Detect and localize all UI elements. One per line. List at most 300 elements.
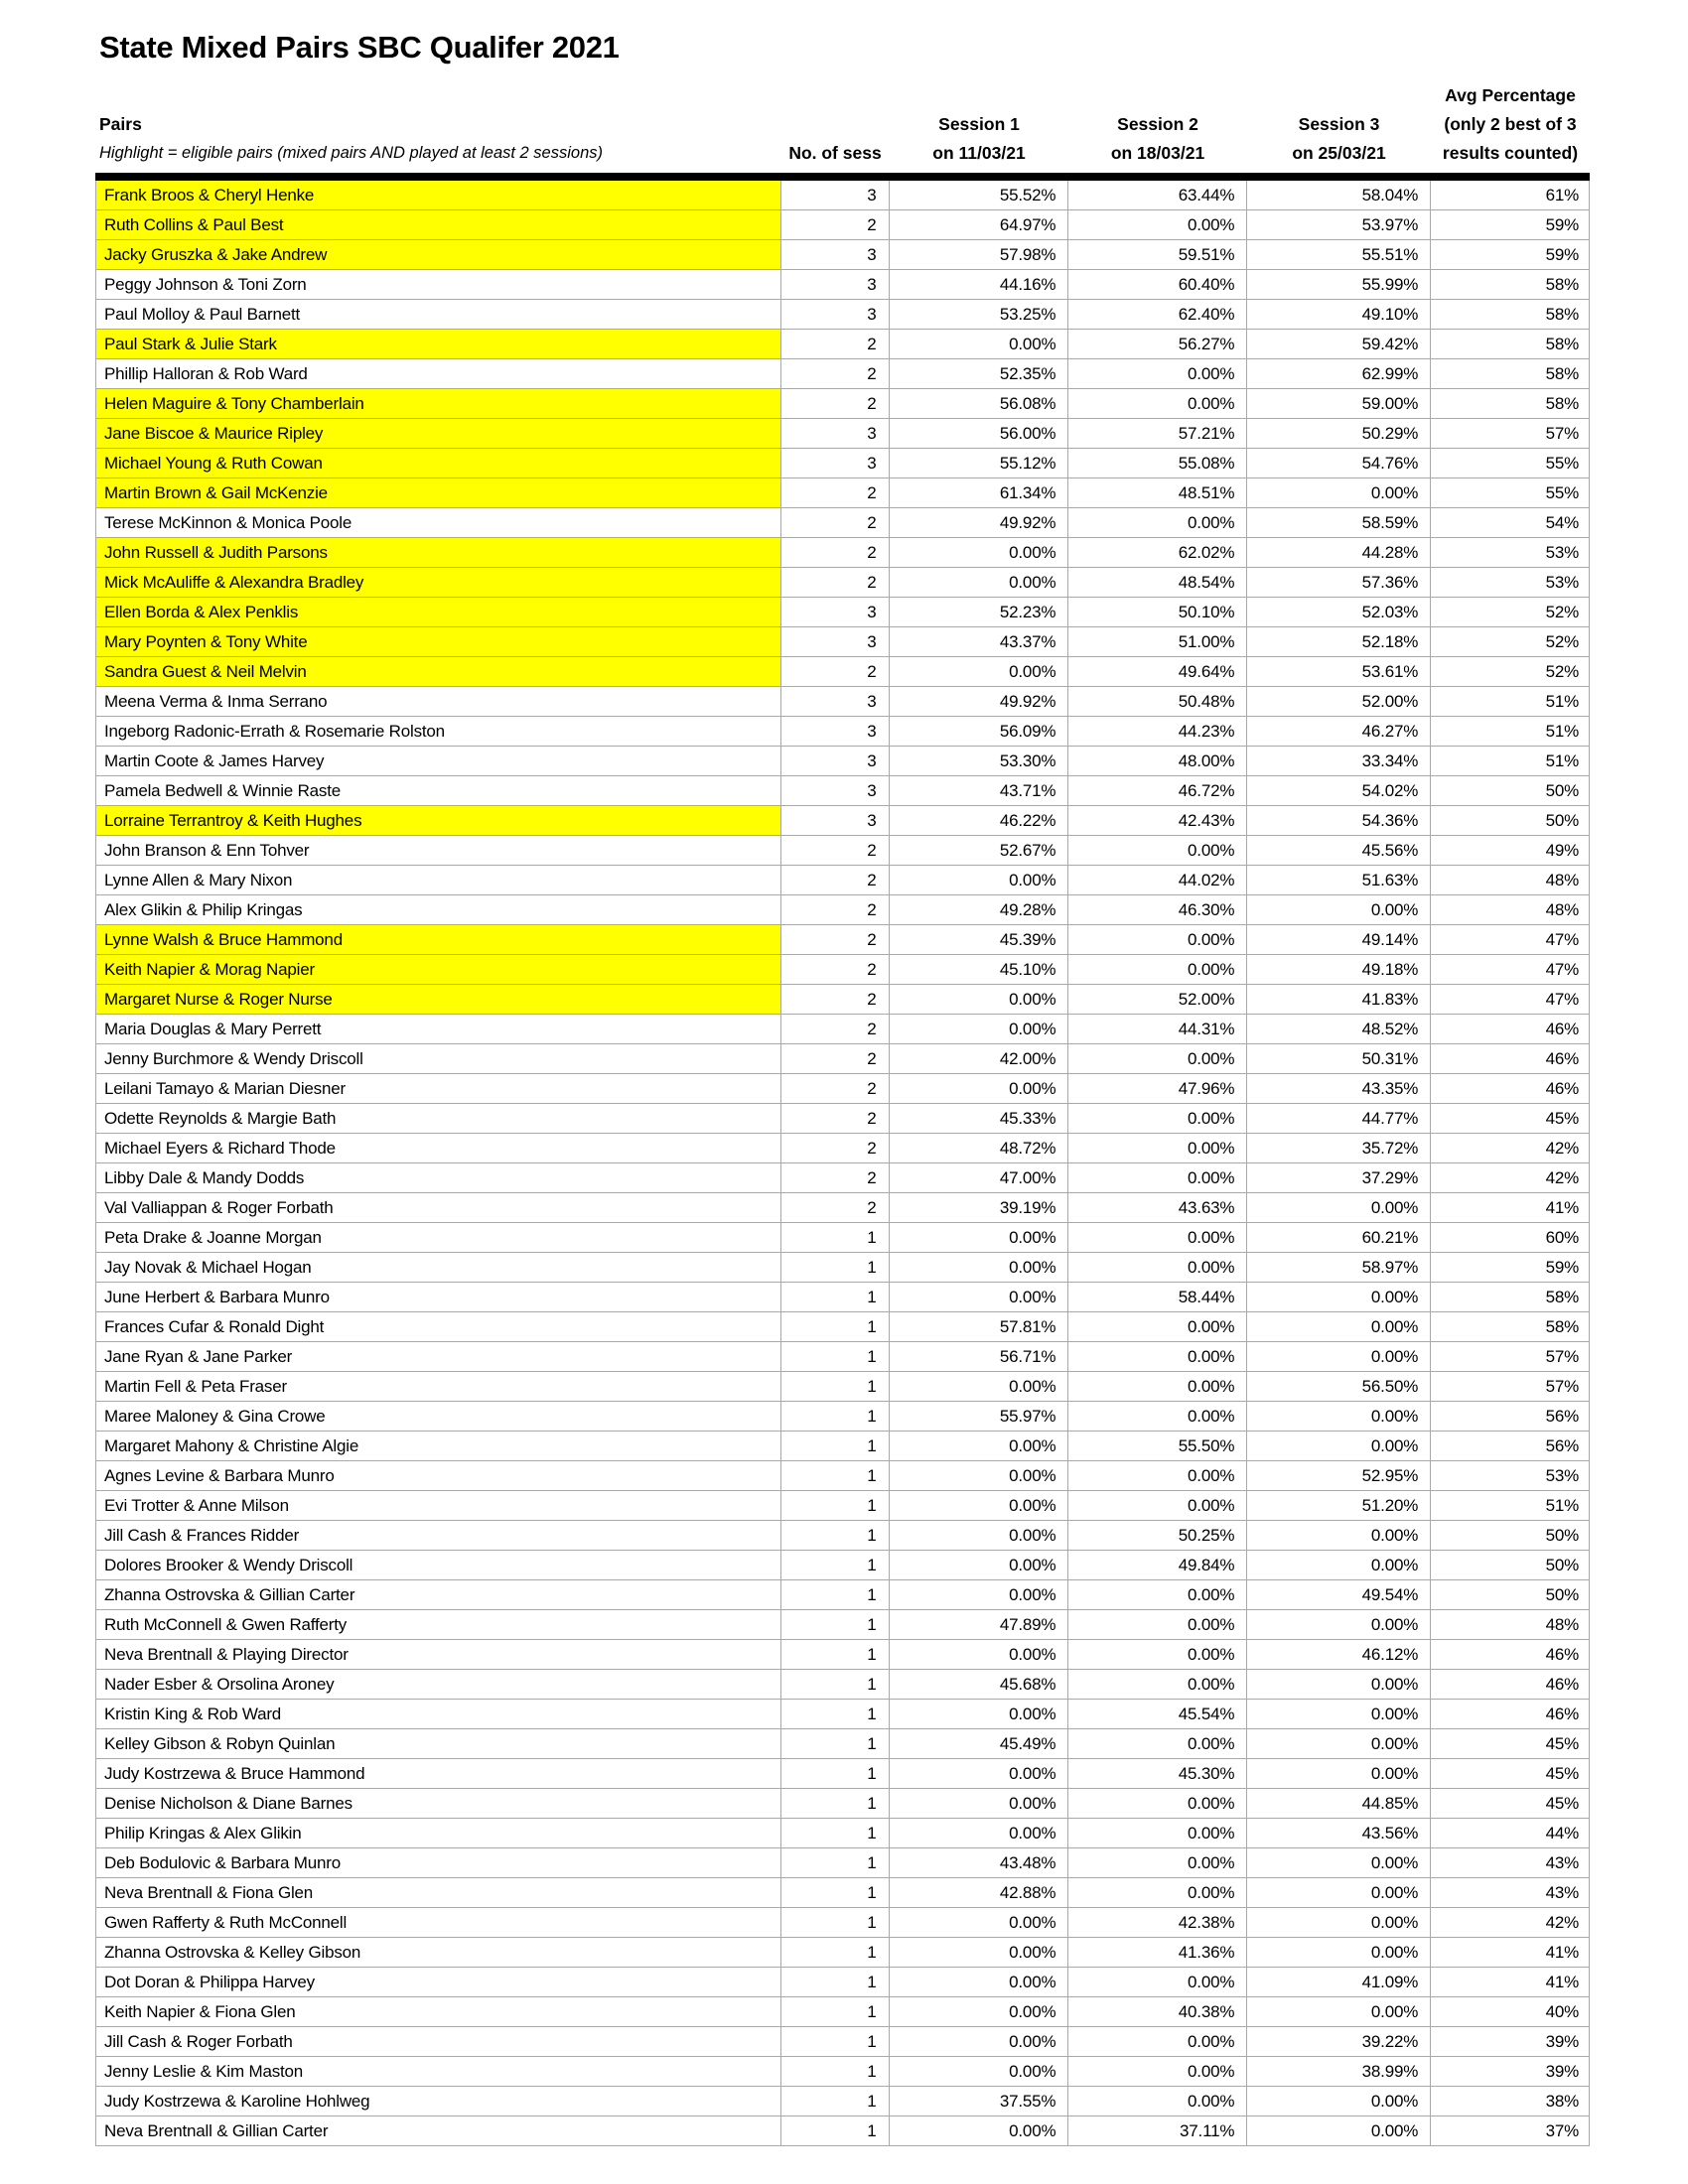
table-row <box>96 1044 1590 1074</box>
average-percentage-cell: 45% <box>1431 1729 1590 1758</box>
pair-name-cell: Val Valliappan & Roger Forbath <box>96 1193 781 1222</box>
session3-score-cell: 0.00% <box>1247 2087 1431 2116</box>
pair-name-cell: Phillip Halloran & Rob Ward <box>96 359 781 388</box>
session1-score-cell: 56.71% <box>890 1342 1068 1371</box>
session1-score-cell: 0.00% <box>890 2116 1068 2145</box>
table-row <box>96 1819 1590 1848</box>
average-percentage-cell: 38% <box>1431 2087 1590 2116</box>
average-percentage-cell: 55% <box>1431 449 1590 478</box>
pair-name-cell: Philip Kringas & Alex Glikin <box>96 1819 781 1847</box>
session2-score-cell: 48.51% <box>1068 478 1247 507</box>
pair-name-cell: Jay Novak & Michael Hogan <box>96 1253 781 1282</box>
session2-score-cell: 0.00% <box>1068 1402 1247 1431</box>
session1-score-cell: 37.55% <box>890 2087 1068 2116</box>
column-header-pairs <box>95 110 780 168</box>
session3-score-cell: 59.42% <box>1247 330 1431 358</box>
pair-name-cell: Peggy Johnson & Toni Zorn <box>96 270 781 299</box>
average-percentage-cell: 58% <box>1431 270 1590 299</box>
session2-score-cell: 59.51% <box>1068 240 1247 269</box>
session3-score-cell: 39.22% <box>1247 2027 1431 2056</box>
session2-score-cell: 56.27% <box>1068 330 1247 358</box>
session2-title: Session 2 <box>1117 114 1198 134</box>
average-percentage-cell: 60% <box>1431 1223 1590 1252</box>
session3-score-cell: 59.00% <box>1247 389 1431 418</box>
session1-score-cell: 49.28% <box>890 895 1068 924</box>
session3-score-cell: 53.97% <box>1247 210 1431 239</box>
session3-score-cell: 0.00% <box>1247 2116 1431 2145</box>
average-percentage-cell: 58% <box>1431 300 1590 329</box>
sessions-count-cell: 2 <box>781 836 891 865</box>
session1-score-cell: 0.00% <box>890 1700 1068 1728</box>
pairs-highlight-note: Highlight = eligible pairs (mixed pairs AND played at least 2 sessions) <box>99 144 603 162</box>
session1-score-cell: 0.00% <box>890 1551 1068 1579</box>
session3-score-cell: 52.95% <box>1247 1461 1431 1490</box>
session1-title: Session 1 <box>938 114 1020 134</box>
sessions-count-cell: 3 <box>781 717 891 746</box>
session1-score-cell: 48.72% <box>890 1134 1068 1162</box>
session2-score-cell: 0.00% <box>1068 1223 1247 1252</box>
table-row <box>96 1729 1590 1759</box>
pair-name-cell: Ruth Collins & Paul Best <box>96 210 781 239</box>
session2-score-cell: 0.00% <box>1068 1878 1247 1907</box>
session1-score-cell: 0.00% <box>890 1491 1068 1520</box>
session2-score-cell: 62.02% <box>1068 538 1247 567</box>
session3-score-cell: 0.00% <box>1247 1312 1431 1341</box>
average-percentage-cell: 57% <box>1431 1372 1590 1401</box>
sessions-count-cell: 1 <box>781 1729 891 1758</box>
pair-name-cell: Jill Cash & Roger Forbath <box>96 2027 781 2056</box>
average-percentage-cell: 52% <box>1431 627 1590 656</box>
average-percentage-cell: 43% <box>1431 1878 1590 1907</box>
session1-score-cell: 0.00% <box>890 985 1068 1014</box>
pair-name-cell: Peta Drake & Joanne Morgan <box>96 1223 781 1252</box>
pair-name-cell: Frances Cufar & Ronald Dight <box>96 1312 781 1341</box>
session3-score-cell: 54.02% <box>1247 776 1431 805</box>
session3-score-cell: 60.21% <box>1247 1223 1431 1252</box>
session3-score-cell: 55.51% <box>1247 240 1431 269</box>
average-percentage-cell: 48% <box>1431 1610 1590 1639</box>
average-percentage-cell: 61% <box>1431 181 1590 209</box>
session2-score-cell: 0.00% <box>1068 1104 1247 1133</box>
sessions-count-cell: 3 <box>781 240 891 269</box>
average-percentage-cell: 52% <box>1431 657 1590 686</box>
table-row <box>96 478 1590 508</box>
pair-name-cell: Lynne Walsh & Bruce Hammond <box>96 925 781 954</box>
pair-name-cell: Margaret Mahony & Christine Algie <box>96 1432 781 1460</box>
session1-score-cell: 0.00% <box>890 1461 1068 1490</box>
sessions-header-label: No. of sess <box>788 143 882 163</box>
session3-title: Session 3 <box>1298 114 1380 134</box>
session1-score-cell: 46.22% <box>890 806 1068 835</box>
sessions-count-cell: 1 <box>781 2087 891 2116</box>
table-row <box>96 419 1590 449</box>
sessions-count-cell: 2 <box>781 1074 891 1103</box>
average-percentage-cell: 39% <box>1431 2057 1590 2086</box>
session3-score-cell: 50.31% <box>1247 1044 1431 1073</box>
session3-score-cell: 41.83% <box>1247 985 1431 1014</box>
session2-score-cell: 47.96% <box>1068 1074 1247 1103</box>
session1-score-cell: 55.97% <box>890 1402 1068 1431</box>
average-percentage-cell: 48% <box>1431 866 1590 894</box>
pair-name-cell: Jane Ryan & Jane Parker <box>96 1342 781 1371</box>
session2-score-cell: 0.00% <box>1068 925 1247 954</box>
session2-score-cell: 50.25% <box>1068 1521 1247 1550</box>
session1-score-cell: 0.00% <box>890 568 1068 597</box>
session3-score-cell: 58.97% <box>1247 1253 1431 1282</box>
session2-score-cell: 0.00% <box>1068 1670 1247 1699</box>
session3-score-cell: 46.27% <box>1247 717 1431 746</box>
session3-score-cell: 44.28% <box>1247 538 1431 567</box>
session1-score-cell: 0.00% <box>890 1223 1068 1252</box>
session1-score-cell: 0.00% <box>890 1908 1068 1937</box>
table-row <box>96 776 1590 806</box>
sessions-count-cell: 2 <box>781 330 891 358</box>
session2-score-cell: 0.00% <box>1068 1372 1247 1401</box>
column-header-session3 <box>1247 110 1431 168</box>
pairs-header-label: Pairs <box>99 114 142 134</box>
session1-score-cell: 0.00% <box>890 657 1068 686</box>
average-percentage-cell: 58% <box>1431 330 1590 358</box>
pair-name-cell: Frank Broos & Cheryl Henke <box>96 181 781 209</box>
pair-name-cell: John Russell & Judith Parsons <box>96 538 781 567</box>
average-percentage-cell: 46% <box>1431 1670 1590 1699</box>
table-row <box>96 955 1590 985</box>
session3-score-cell: 0.00% <box>1247 895 1431 924</box>
average-percentage-cell: 50% <box>1431 776 1590 805</box>
table-row <box>96 1640 1590 1670</box>
pair-name-cell: Martin Fell & Peta Fraser <box>96 1372 781 1401</box>
session2-score-cell: 42.38% <box>1068 1908 1247 1937</box>
table-row <box>96 240 1590 270</box>
sessions-count-cell: 3 <box>781 270 891 299</box>
table-row <box>96 1789 1590 1819</box>
session1-score-cell: 0.00% <box>890 1074 1068 1103</box>
session1-date: on 11/03/21 <box>932 143 1026 163</box>
session2-score-cell: 49.64% <box>1068 657 1247 686</box>
sessions-count-cell: 1 <box>781 1372 891 1401</box>
session3-score-cell: 48.52% <box>1247 1015 1431 1043</box>
sessions-count-cell: 1 <box>781 1402 891 1431</box>
session1-score-cell: 0.00% <box>890 1580 1068 1609</box>
session3-score-cell: 0.00% <box>1247 1610 1431 1639</box>
pair-name-cell: Deb Bodulovic & Barbara Munro <box>96 1848 781 1877</box>
average-percentage-cell: 57% <box>1431 419 1590 448</box>
average-percentage-cell: 41% <box>1431 1938 1590 1967</box>
average-percentage-cell: 44% <box>1431 1819 1590 1847</box>
session3-score-cell: 49.18% <box>1247 955 1431 984</box>
session1-score-cell: 47.00% <box>890 1163 1068 1192</box>
session2-score-cell: 0.00% <box>1068 2087 1247 2116</box>
session1-score-cell: 52.23% <box>890 598 1068 626</box>
session2-score-cell: 52.00% <box>1068 985 1247 1014</box>
session3-score-cell: 50.29% <box>1247 419 1431 448</box>
session1-score-cell: 52.67% <box>890 836 1068 865</box>
table-row <box>96 1283 1590 1312</box>
sessions-count-cell: 2 <box>781 895 891 924</box>
pair-name-cell: Margaret Nurse & Roger Nurse <box>96 985 781 1014</box>
table-header <box>95 81 1590 173</box>
session1-score-cell: 64.97% <box>890 210 1068 239</box>
column-header-sessions <box>780 139 890 168</box>
average-percentage-cell: 39% <box>1431 2027 1590 2056</box>
session3-score-cell: 0.00% <box>1247 1700 1431 1728</box>
session2-score-cell: 0.00% <box>1068 1491 1247 1520</box>
table-row <box>96 747 1590 776</box>
session3-score-cell: 55.99% <box>1247 270 1431 299</box>
session1-score-cell: 0.00% <box>890 1253 1068 1282</box>
pair-name-cell: Michael Eyers & Richard Thode <box>96 1134 781 1162</box>
pair-name-cell: Dot Doran & Philippa Harvey <box>96 1968 781 1996</box>
table-row <box>96 1551 1590 1580</box>
average-note-line2: results counted) <box>1442 143 1579 163</box>
session3-score-cell: 33.34% <box>1247 747 1431 775</box>
session2-score-cell: 50.10% <box>1068 598 1247 626</box>
session3-score-cell: 37.29% <box>1247 1163 1431 1192</box>
session3-score-cell: 44.85% <box>1247 1789 1431 1818</box>
session3-score-cell: 43.56% <box>1247 1819 1431 1847</box>
session2-score-cell: 0.00% <box>1068 389 1247 418</box>
average-percentage-cell: 46% <box>1431 1074 1590 1103</box>
table-row <box>96 389 1590 419</box>
pair-name-cell: John Branson & Enn Tohver <box>96 836 781 865</box>
session2-date: on 18/03/21 <box>1110 143 1205 163</box>
table-row <box>96 1432 1590 1461</box>
sessions-count-cell: 1 <box>781 1938 891 1967</box>
session3-score-cell: 62.99% <box>1247 359 1431 388</box>
session1-score-cell: 53.30% <box>890 747 1068 775</box>
average-percentage-cell: 52% <box>1431 598 1590 626</box>
session3-score-cell: 54.76% <box>1247 449 1431 478</box>
session2-score-cell: 46.30% <box>1068 895 1247 924</box>
pair-name-cell: Neva Brentnall & Gillian Carter <box>96 2116 781 2145</box>
session3-score-cell: 0.00% <box>1247 1402 1431 1431</box>
average-title: Avg Percentage <box>1445 85 1576 105</box>
session3-score-cell: 44.77% <box>1247 1104 1431 1133</box>
pair-name-cell: Zhanna Ostrovska & Gillian Carter <box>96 1580 781 1609</box>
sessions-count-cell: 3 <box>781 449 891 478</box>
sessions-count-cell: 1 <box>781 1968 891 1996</box>
session1-score-cell: 0.00% <box>890 1283 1068 1311</box>
pair-name-cell: Alex Glikin & Philip Kringas <box>96 895 781 924</box>
average-percentage-cell: 51% <box>1431 1491 1590 1520</box>
table-row <box>96 717 1590 747</box>
session3-score-cell: 51.63% <box>1247 866 1431 894</box>
sessions-count-cell: 2 <box>781 1193 891 1222</box>
session1-score-cell: 43.37% <box>890 627 1068 656</box>
table-row <box>96 1342 1590 1372</box>
sessions-count-cell: 3 <box>781 598 891 626</box>
table-body <box>95 181 1590 2146</box>
pair-name-cell: Lynne Allen & Mary Nixon <box>96 866 781 894</box>
average-percentage-cell: 47% <box>1431 985 1590 1014</box>
session2-score-cell: 55.50% <box>1068 1432 1247 1460</box>
pair-name-cell: Meena Verma & Inma Serrano <box>96 687 781 716</box>
session3-score-cell: 46.12% <box>1247 1640 1431 1669</box>
pair-name-cell: Paul Molloy & Paul Barnett <box>96 300 781 329</box>
average-percentage-cell: 42% <box>1431 1163 1590 1192</box>
table-row <box>96 657 1590 687</box>
session2-score-cell: 49.84% <box>1068 1551 1247 1579</box>
pair-name-cell: Evi Trotter & Anne Milson <box>96 1491 781 1520</box>
average-percentage-cell: 46% <box>1431 1044 1590 1073</box>
pair-name-cell: Judy Kostrzewa & Karoline Hohlweg <box>96 2087 781 2116</box>
average-percentage-cell: 53% <box>1431 538 1590 567</box>
session1-score-cell: 0.00% <box>890 538 1068 567</box>
table-row <box>96 1997 1590 2027</box>
sessions-count-cell: 3 <box>781 627 891 656</box>
session2-score-cell: 46.72% <box>1068 776 1247 805</box>
average-percentage-cell: 47% <box>1431 955 1590 984</box>
session1-score-cell: 45.49% <box>890 1729 1068 1758</box>
pair-name-cell: Pamela Bedwell & Winnie Raste <box>96 776 781 805</box>
pair-name-cell: Dolores Brooker & Wendy Driscoll <box>96 1551 781 1579</box>
average-percentage-cell: 50% <box>1431 1521 1590 1550</box>
page-title: State Mixed Pairs SBC Qualifer 2021 <box>99 30 620 65</box>
average-percentage-cell: 50% <box>1431 806 1590 835</box>
sessions-count-cell: 1 <box>781 1819 891 1847</box>
average-percentage-cell: 46% <box>1431 1015 1590 1043</box>
pair-name-cell: Kelley Gibson & Robyn Quinlan <box>96 1729 781 1758</box>
average-percentage-cell: 45% <box>1431 1104 1590 1133</box>
table-row <box>96 2027 1590 2057</box>
session2-score-cell: 44.31% <box>1068 1015 1247 1043</box>
pair-name-cell: Jill Cash & Frances Ridder <box>96 1521 781 1550</box>
sessions-count-cell: 1 <box>781 2027 891 2056</box>
table-row <box>96 836 1590 866</box>
pair-name-cell: Jenny Leslie & Kim Maston <box>96 2057 781 2086</box>
pair-name-cell: Ingeborg Radonic-Errath & Rosemarie Rolston <box>96 717 781 746</box>
table-row <box>96 1163 1590 1193</box>
session2-score-cell: 0.00% <box>1068 1134 1247 1162</box>
session3-score-cell: 0.00% <box>1247 1908 1431 1937</box>
session2-score-cell: 45.54% <box>1068 1700 1247 1728</box>
session2-score-cell: 50.48% <box>1068 687 1247 716</box>
average-percentage-cell: 41% <box>1431 1193 1590 1222</box>
session2-score-cell: 0.00% <box>1068 1819 1247 1847</box>
session3-score-cell: 0.00% <box>1247 1551 1431 1579</box>
table-row <box>96 866 1590 895</box>
table-row <box>96 330 1590 359</box>
average-percentage-cell: 48% <box>1431 895 1590 924</box>
session2-score-cell: 63.44% <box>1068 181 1247 209</box>
session3-score-cell: 0.00% <box>1247 1193 1431 1222</box>
table-row <box>96 1193 1590 1223</box>
session3-score-cell: 52.00% <box>1247 687 1431 716</box>
table-row <box>96 1402 1590 1432</box>
table-row <box>96 1700 1590 1729</box>
session2-score-cell: 57.21% <box>1068 419 1247 448</box>
sessions-count-cell: 3 <box>781 747 891 775</box>
pair-name-cell: Jenny Burchmore & Wendy Driscoll <box>96 1044 781 1073</box>
table-row <box>96 1908 1590 1938</box>
pair-name-cell: Helen Maguire & Tony Chamberlain <box>96 389 781 418</box>
pair-name-cell: Neva Brentnall & Fiona Glen <box>96 1878 781 1907</box>
sessions-count-cell: 2 <box>781 508 891 537</box>
table-row <box>96 2116 1590 2146</box>
session2-score-cell: 0.00% <box>1068 955 1247 984</box>
sessions-count-cell: 1 <box>781 1848 891 1877</box>
average-percentage-cell: 59% <box>1431 240 1590 269</box>
average-percentage-cell: 47% <box>1431 925 1590 954</box>
average-percentage-cell: 56% <box>1431 1432 1590 1460</box>
session2-score-cell: 51.00% <box>1068 627 1247 656</box>
average-percentage-cell: 42% <box>1431 1134 1590 1162</box>
session1-score-cell: 0.00% <box>890 1521 1068 1550</box>
sessions-count-cell: 2 <box>781 389 891 418</box>
sessions-count-cell: 1 <box>781 1878 891 1907</box>
sessions-count-cell: 2 <box>781 1163 891 1192</box>
sessions-count-cell: 1 <box>781 1551 891 1579</box>
table-row <box>96 270 1590 300</box>
table-row <box>96 359 1590 389</box>
session3-score-cell: 0.00% <box>1247 1759 1431 1788</box>
table-row <box>96 806 1590 836</box>
average-percentage-cell: 58% <box>1431 389 1590 418</box>
average-percentage-cell: 46% <box>1431 1700 1590 1728</box>
session1-score-cell: 0.00% <box>890 1997 1068 2026</box>
session1-score-cell: 0.00% <box>890 866 1068 894</box>
session2-score-cell: 0.00% <box>1068 2027 1247 2056</box>
table-row <box>96 2057 1590 2087</box>
session1-score-cell: 42.88% <box>890 1878 1068 1907</box>
session3-score-cell: 58.04% <box>1247 181 1431 209</box>
pair-name-cell: Nader Esber & Orsolina Aroney <box>96 1670 781 1699</box>
pair-name-cell: Ruth McConnell & Gwen Rafferty <box>96 1610 781 1639</box>
sessions-count-cell: 1 <box>781 2116 891 2145</box>
average-percentage-cell: 53% <box>1431 1461 1590 1490</box>
sessions-count-cell: 2 <box>781 657 891 686</box>
sessions-count-cell: 2 <box>781 1104 891 1133</box>
session3-score-cell: 0.00% <box>1247 1848 1431 1877</box>
average-percentage-cell: 45% <box>1431 1789 1590 1818</box>
table-row <box>96 1104 1590 1134</box>
sessions-count-cell: 3 <box>781 181 891 209</box>
session1-score-cell: 45.33% <box>890 1104 1068 1133</box>
pair-name-cell: Judy Kostrzewa & Bruce Hammond <box>96 1759 781 1788</box>
sessions-count-cell: 1 <box>781 1461 891 1490</box>
session3-score-cell: 41.09% <box>1247 1968 1431 1996</box>
session2-score-cell: 42.43% <box>1068 806 1247 835</box>
table-row <box>96 2087 1590 2116</box>
session2-score-cell: 37.11% <box>1068 2116 1247 2145</box>
session2-score-cell: 0.00% <box>1068 1580 1247 1609</box>
session3-score-cell: 0.00% <box>1247 1729 1431 1758</box>
session3-score-cell: 0.00% <box>1247 1878 1431 1907</box>
table-row <box>96 300 1590 330</box>
sessions-count-cell: 1 <box>781 1491 891 1520</box>
session3-date: on 25/03/21 <box>1292 143 1386 163</box>
sessions-count-cell: 2 <box>781 955 891 984</box>
session1-score-cell: 56.09% <box>890 717 1068 746</box>
sessions-count-cell: 2 <box>781 210 891 239</box>
session3-score-cell: 38.99% <box>1247 2057 1431 2086</box>
session2-score-cell: 55.08% <box>1068 449 1247 478</box>
column-header-average <box>1431 81 1590 168</box>
session1-score-cell: 0.00% <box>890 1759 1068 1788</box>
table-row <box>96 449 1590 478</box>
table-row <box>96 210 1590 240</box>
sessions-count-cell: 1 <box>781 1253 891 1282</box>
table-row <box>96 1312 1590 1342</box>
average-percentage-cell: 51% <box>1431 717 1590 746</box>
sessions-count-cell: 3 <box>781 806 891 835</box>
session2-score-cell: 0.00% <box>1068 1610 1247 1639</box>
session3-score-cell: 0.00% <box>1247 1997 1431 2026</box>
session3-score-cell: 58.59% <box>1247 508 1431 537</box>
session3-score-cell: 45.56% <box>1247 836 1431 865</box>
pair-name-cell: Mary Poynten & Tony White <box>96 627 781 656</box>
sessions-count-cell: 3 <box>781 300 891 329</box>
